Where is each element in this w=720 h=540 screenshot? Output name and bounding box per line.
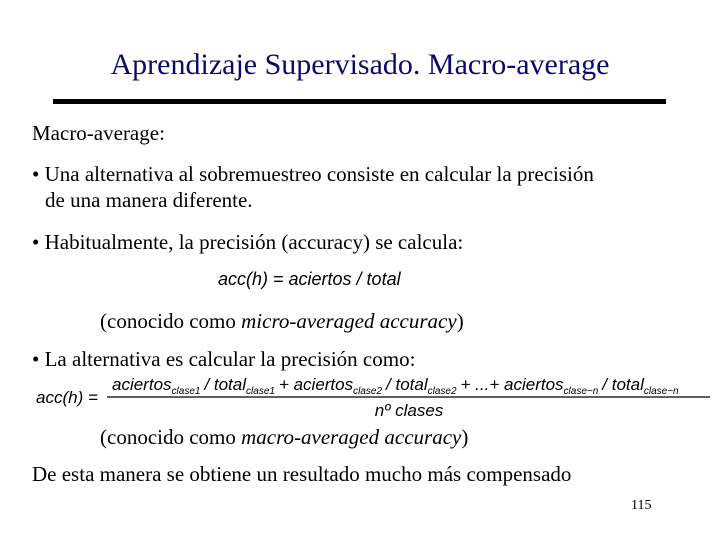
conclusion-text: De esta manera se obtiene un resultado mucho más compensado [32,462,572,486]
num-t1: aciertos [112,375,172,394]
bullet-1-line-1: • Una alternativa al sobremuestreo consiste en calcular la precisión [32,162,594,186]
section-heading: Macro-average: [32,121,165,145]
macro-accuracy-formula [34,374,716,424]
micro-accuracy-formula: acc(h) = aciertos / total [218,269,401,289]
formula-lhs: acc(h) = [36,388,98,407]
note-1-suffix: ) [456,309,464,333]
micro-average-note [100,308,464,334]
title-divider [53,99,666,104]
num-t5: + ...+ aciertos [460,375,564,394]
formula-denominator: nº clases [374,401,444,420]
num-t4: / total [386,375,428,394]
num-t6: / total [602,375,644,394]
note-2-suffix: ) [461,425,469,449]
num-s2: clase1 [246,386,275,397]
note-2-term: macro-averaged accuracy [241,425,462,449]
num-s4: clase2 [427,386,457,397]
num-s6: clase−n [643,386,679,397]
note-1-term: micro-averaged accuracy [241,309,457,333]
bullet-3: • La alternativa es calcular la precisión como: [32,347,416,371]
num-s1: clase1 [171,386,201,397]
formula-numerator [112,375,679,397]
note-1-prefix: (conocido como [100,309,242,333]
num-t2: / total [204,375,247,394]
page-number: 115 [631,498,652,513]
bullet-1-line-2: de una manera diferente. [45,188,253,212]
num-s5: clase−n [563,386,599,397]
num-s3: clase2 [353,386,383,397]
bullet-2: • Habitualmente, la precisión (accuracy) se calcula: [32,230,464,254]
macro-average-note [100,424,468,450]
slide-title: Aprendizaje Supervisado. Macro-average [110,48,610,81]
note-2-prefix: (conocido como [100,425,242,449]
num-t3: + aciertos [278,375,354,394]
